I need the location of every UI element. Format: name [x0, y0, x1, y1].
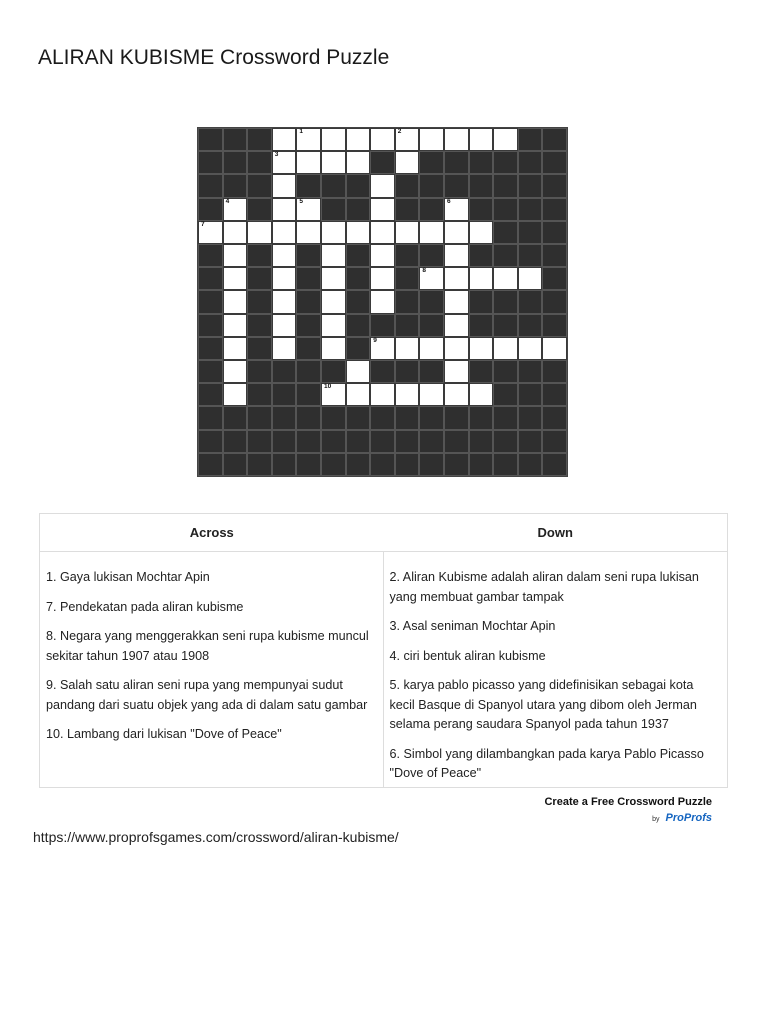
grid-cell: [272, 198, 297, 221]
grid-block: [518, 290, 543, 313]
grid-block: [518, 453, 543, 476]
proprofs-logo[interactable]: ProProfs: [665, 812, 712, 824]
grid-block: [223, 151, 248, 174]
grid-block: [419, 244, 444, 267]
grid-cell: [444, 360, 469, 383]
grid-block: [198, 406, 223, 429]
grid-block: [493, 383, 518, 406]
grid-cell: [493, 337, 518, 360]
grid-block: [198, 383, 223, 406]
down-clue-5: 5. karya pablo picasso yang didefinisikan sebagai kota kecil Basque di Spanyol utara yang dibom oleh Jerman selama perang saudara Spanyol pada tahun 1937: [389, 678, 697, 731]
grid-cell: [370, 244, 395, 267]
grid-block: [247, 198, 272, 221]
grid-block: [296, 383, 321, 406]
grid-block: [247, 174, 272, 197]
clue-number: 2: [397, 128, 402, 135]
grid-block: [542, 406, 567, 429]
grid-cell: [395, 128, 420, 151]
grid-block: [223, 406, 248, 429]
grid-block: [542, 174, 567, 197]
grid-block: [247, 453, 272, 476]
grid-block: [198, 198, 223, 221]
grid-block: [542, 290, 567, 313]
grid-block: [493, 198, 518, 221]
grid-cell: [272, 151, 297, 174]
down-clue-6: 6. Simbol yang dilambangkan pada karya Pablo Picasso "Dove of Peace": [389, 746, 704, 780]
grid-cell: [321, 244, 346, 267]
clue-number: 8: [422, 267, 427, 275]
clues-table: [39, 513, 728, 788]
grid-block: [419, 151, 444, 174]
grid-cell: [321, 337, 346, 360]
grid-cell: [296, 198, 321, 221]
grid-block: [296, 337, 321, 360]
grid-block: [493, 406, 518, 429]
grid-block: [518, 221, 543, 244]
across-clue-8: 8. Negara yang menggerakkan seni rupa kubisme muncul sekitar tahun 1907 atau 1908: [46, 629, 369, 663]
down-clue-2: 2. Aliran Kubisme adalah aliran dalam seni rupa lukisan yang membuat gambar tampak: [389, 570, 699, 604]
grid-block: [518, 151, 543, 174]
grid-cell: [419, 128, 444, 151]
down-clue-3: 3. Asal seniman Mochtar Apin: [389, 619, 556, 633]
grid-block: [346, 337, 371, 360]
grid-block: [346, 174, 371, 197]
grid-cell: [518, 337, 543, 360]
grid-cell: [469, 267, 494, 290]
grid-block: [469, 453, 494, 476]
grid-cell: [296, 221, 321, 244]
grid-cell: [272, 267, 297, 290]
grid-block: [247, 267, 272, 290]
grid-cell: [272, 244, 297, 267]
clue-number: 5: [299, 197, 304, 205]
grid-cell: [346, 221, 371, 244]
grid-block: [518, 128, 543, 151]
across-clues: [40, 552, 384, 787]
grid-block: [518, 406, 543, 429]
grid-block: [542, 383, 567, 406]
across-header: Across: [40, 514, 384, 552]
grid-cell: [223, 314, 248, 337]
grid-block: [542, 221, 567, 244]
down-header: Down: [384, 514, 728, 552]
grid-block: [198, 430, 223, 453]
grid-block: [223, 128, 248, 151]
grid-cell: [223, 290, 248, 313]
clue-number: 4: [225, 197, 230, 205]
grid-block: [395, 290, 420, 313]
grid-block: [296, 314, 321, 337]
grid-block: [493, 244, 518, 267]
grid-cell: [272, 221, 297, 244]
grid-block: [395, 453, 420, 476]
grid-cell: [419, 337, 444, 360]
grid-block: [395, 244, 420, 267]
grid-block: [444, 151, 469, 174]
grid-block: [469, 174, 494, 197]
grid-cell: [321, 267, 346, 290]
grid-block: [395, 360, 420, 383]
grid-block: [346, 290, 371, 313]
grid-block: [346, 430, 371, 453]
grid-block: [469, 406, 494, 429]
grid-block: [493, 453, 518, 476]
create-puzzle-link[interactable]: Create a Free Crossword Puzzle: [544, 796, 712, 808]
grid-block: [198, 267, 223, 290]
grid-block: [469, 198, 494, 221]
grid-block: [542, 314, 567, 337]
grid-cell: [469, 383, 494, 406]
grid-block: [493, 174, 518, 197]
grid-cell: [223, 221, 248, 244]
grid-cell: [346, 151, 371, 174]
grid-block: [370, 151, 395, 174]
grid-cell: [346, 360, 371, 383]
grid-cell: [395, 151, 420, 174]
grid-block: [296, 290, 321, 313]
footer-branding[interactable]: [544, 796, 712, 826]
grid-block: [296, 406, 321, 429]
grid-block: [419, 290, 444, 313]
across-clue-1: 1. Gaya lukisan Mochtar Apin: [46, 570, 210, 584]
grid-block: [296, 174, 321, 197]
grid-block: [542, 453, 567, 476]
grid-block: [444, 406, 469, 429]
grid-cell: [370, 128, 395, 151]
grid-block: [419, 406, 444, 429]
clue-number: 1: [299, 128, 304, 135]
grid-cell: [542, 337, 567, 360]
grid-block: [346, 267, 371, 290]
grid-cell: [469, 337, 494, 360]
grid-block: [346, 244, 371, 267]
clue-number: 3: [274, 151, 279, 159]
grid-block: [469, 360, 494, 383]
grid-block: [223, 453, 248, 476]
grid-block: [346, 453, 371, 476]
grid-block: [518, 244, 543, 267]
grid-block: [198, 151, 223, 174]
grid-block: [370, 314, 395, 337]
grid-block: [198, 244, 223, 267]
grid-block: [493, 151, 518, 174]
grid-cell: [419, 267, 444, 290]
grid-cell: [444, 198, 469, 221]
grid-block: [493, 221, 518, 244]
grid-block: [395, 314, 420, 337]
grid-cell: [370, 198, 395, 221]
grid-cell: [346, 383, 371, 406]
grid-block: [444, 430, 469, 453]
grid-cell: [444, 314, 469, 337]
grid-cell: [469, 128, 494, 151]
grid-cell: [395, 337, 420, 360]
grid-block: [198, 360, 223, 383]
clue-number: 6: [447, 197, 451, 205]
grid-block: [469, 151, 494, 174]
grid-block: [247, 406, 272, 429]
grid-block: [223, 430, 248, 453]
grid-block: [198, 337, 223, 360]
grid-block: [469, 430, 494, 453]
page-title: ALIRAN KUBISME Crossword Puzzle: [38, 46, 390, 69]
grid-block: [370, 453, 395, 476]
grid-block: [272, 360, 297, 383]
grid-block: [272, 453, 297, 476]
by-label: by: [652, 816, 660, 823]
grid-cell: [223, 198, 248, 221]
grid-cell: [444, 221, 469, 244]
clue-number: 10: [324, 383, 332, 391]
grid-block: [542, 128, 567, 151]
grid-block: [198, 453, 223, 476]
grid-block: [518, 383, 543, 406]
grid-block: [518, 174, 543, 197]
grid-block: [469, 290, 494, 313]
grid-block: [518, 198, 543, 221]
grid-block: [395, 267, 420, 290]
grid-block: [272, 430, 297, 453]
grid-block: [493, 430, 518, 453]
grid-block: [542, 198, 567, 221]
across-clue-10: 10. Lambang dari lukisan "Dove of Peace": [46, 727, 282, 741]
grid-block: [370, 406, 395, 429]
grid-block: [444, 174, 469, 197]
grid-cell: [370, 174, 395, 197]
grid-cell: [370, 267, 395, 290]
grid-block: [518, 314, 543, 337]
grid-cell: [223, 383, 248, 406]
grid-block: [419, 174, 444, 197]
grid-cell: [370, 221, 395, 244]
grid-cell: [272, 314, 297, 337]
grid-block: [542, 151, 567, 174]
grid-block: [247, 244, 272, 267]
grid-block: [223, 174, 248, 197]
grid-block: [296, 244, 321, 267]
grid-block: [321, 453, 346, 476]
grid-cell: [223, 267, 248, 290]
grid-cell: [223, 337, 248, 360]
clue-number: 7: [201, 220, 205, 228]
grid-block: [469, 314, 494, 337]
grid-cell: [296, 128, 321, 151]
grid-block: [247, 383, 272, 406]
clue-number: 9: [373, 336, 377, 344]
grid-cell: [223, 360, 248, 383]
grid-block: [321, 198, 346, 221]
grid-block: [370, 430, 395, 453]
grid-cell: [198, 221, 223, 244]
grid-cell: [272, 337, 297, 360]
grid-block: [198, 314, 223, 337]
grid-cell: [518, 267, 543, 290]
grid-cell: [247, 221, 272, 244]
grid-block: [272, 383, 297, 406]
grid-block: [493, 290, 518, 313]
across-clue-7: 7. Pendekatan pada aliran kubisme: [46, 599, 244, 614]
grid-block: [395, 198, 420, 221]
grid-block: [321, 430, 346, 453]
grid-cell: [444, 290, 469, 313]
crossword-grid: [197, 127, 568, 477]
grid-block: [198, 128, 223, 151]
grid-cell: [395, 221, 420, 244]
grid-block: [469, 244, 494, 267]
grid-block: [198, 290, 223, 313]
grid-cell: [321, 290, 346, 313]
grid-block: [518, 360, 543, 383]
grid-block: [346, 406, 371, 429]
grid-block: [321, 174, 346, 197]
grid-block: [419, 360, 444, 383]
grid-cell: [370, 337, 395, 360]
grid-cell: [346, 128, 371, 151]
grid-cell: [444, 267, 469, 290]
grid-block: [321, 406, 346, 429]
grid-block: [444, 453, 469, 476]
grid-cell: [370, 290, 395, 313]
grid-block: [395, 174, 420, 197]
grid-cell: [493, 267, 518, 290]
grid-block: [296, 267, 321, 290]
grid-block: [419, 430, 444, 453]
grid-block: [395, 406, 420, 429]
grid-block: [247, 128, 272, 151]
grid-block: [419, 453, 444, 476]
grid-cell: [296, 151, 321, 174]
grid-block: [198, 174, 223, 197]
grid-cell: [321, 383, 346, 406]
grid-cell: [321, 151, 346, 174]
grid-cell: [444, 244, 469, 267]
grid-block: [247, 430, 272, 453]
grid-cell: [272, 290, 297, 313]
down-clues: [384, 552, 728, 787]
grid-block: [247, 337, 272, 360]
grid-cell: [223, 244, 248, 267]
grid-block: [419, 198, 444, 221]
grid-block: [542, 244, 567, 267]
grid-block: [247, 360, 272, 383]
grid-block: [321, 360, 346, 383]
grid-block: [272, 406, 297, 429]
grid-block: [395, 430, 420, 453]
grid-block: [542, 360, 567, 383]
grid-block: [247, 314, 272, 337]
grid-block: [346, 314, 371, 337]
grid-block: [493, 360, 518, 383]
across-clue-9: 9. Salah satu aliran seni rupa yang mempunyai sudut pandang dari suatu objek yang ada di dalam satu gambar: [46, 678, 368, 712]
grid-block: [296, 360, 321, 383]
grid-block: [296, 430, 321, 453]
grid-cell: [493, 128, 518, 151]
grid-cell: [419, 221, 444, 244]
grid-cell: [444, 128, 469, 151]
grid-cell: [272, 174, 297, 197]
grid-block: [542, 430, 567, 453]
grid-cell: [321, 128, 346, 151]
grid-cell: [395, 383, 420, 406]
grid-cell: [272, 128, 297, 151]
grid-cell: [370, 383, 395, 406]
grid-cell: [321, 314, 346, 337]
grid-block: [370, 360, 395, 383]
grid-cell: [419, 383, 444, 406]
grid-block: [346, 198, 371, 221]
page-url: https://www.proprofsgames.com/crossword/aliran-kubisme/: [33, 829, 399, 845]
grid-cell: [321, 221, 346, 244]
grid-cell: [444, 337, 469, 360]
grid-block: [419, 314, 444, 337]
grid-cell: [469, 221, 494, 244]
grid-block: [247, 151, 272, 174]
grid-block: [296, 453, 321, 476]
down-clue-4: 4. ciri bentuk aliran kubisme: [389, 648, 546, 663]
grid-block: [542, 267, 567, 290]
grid-cell: [444, 383, 469, 406]
grid-block: [518, 430, 543, 453]
grid-block: [247, 290, 272, 313]
grid-block: [493, 314, 518, 337]
